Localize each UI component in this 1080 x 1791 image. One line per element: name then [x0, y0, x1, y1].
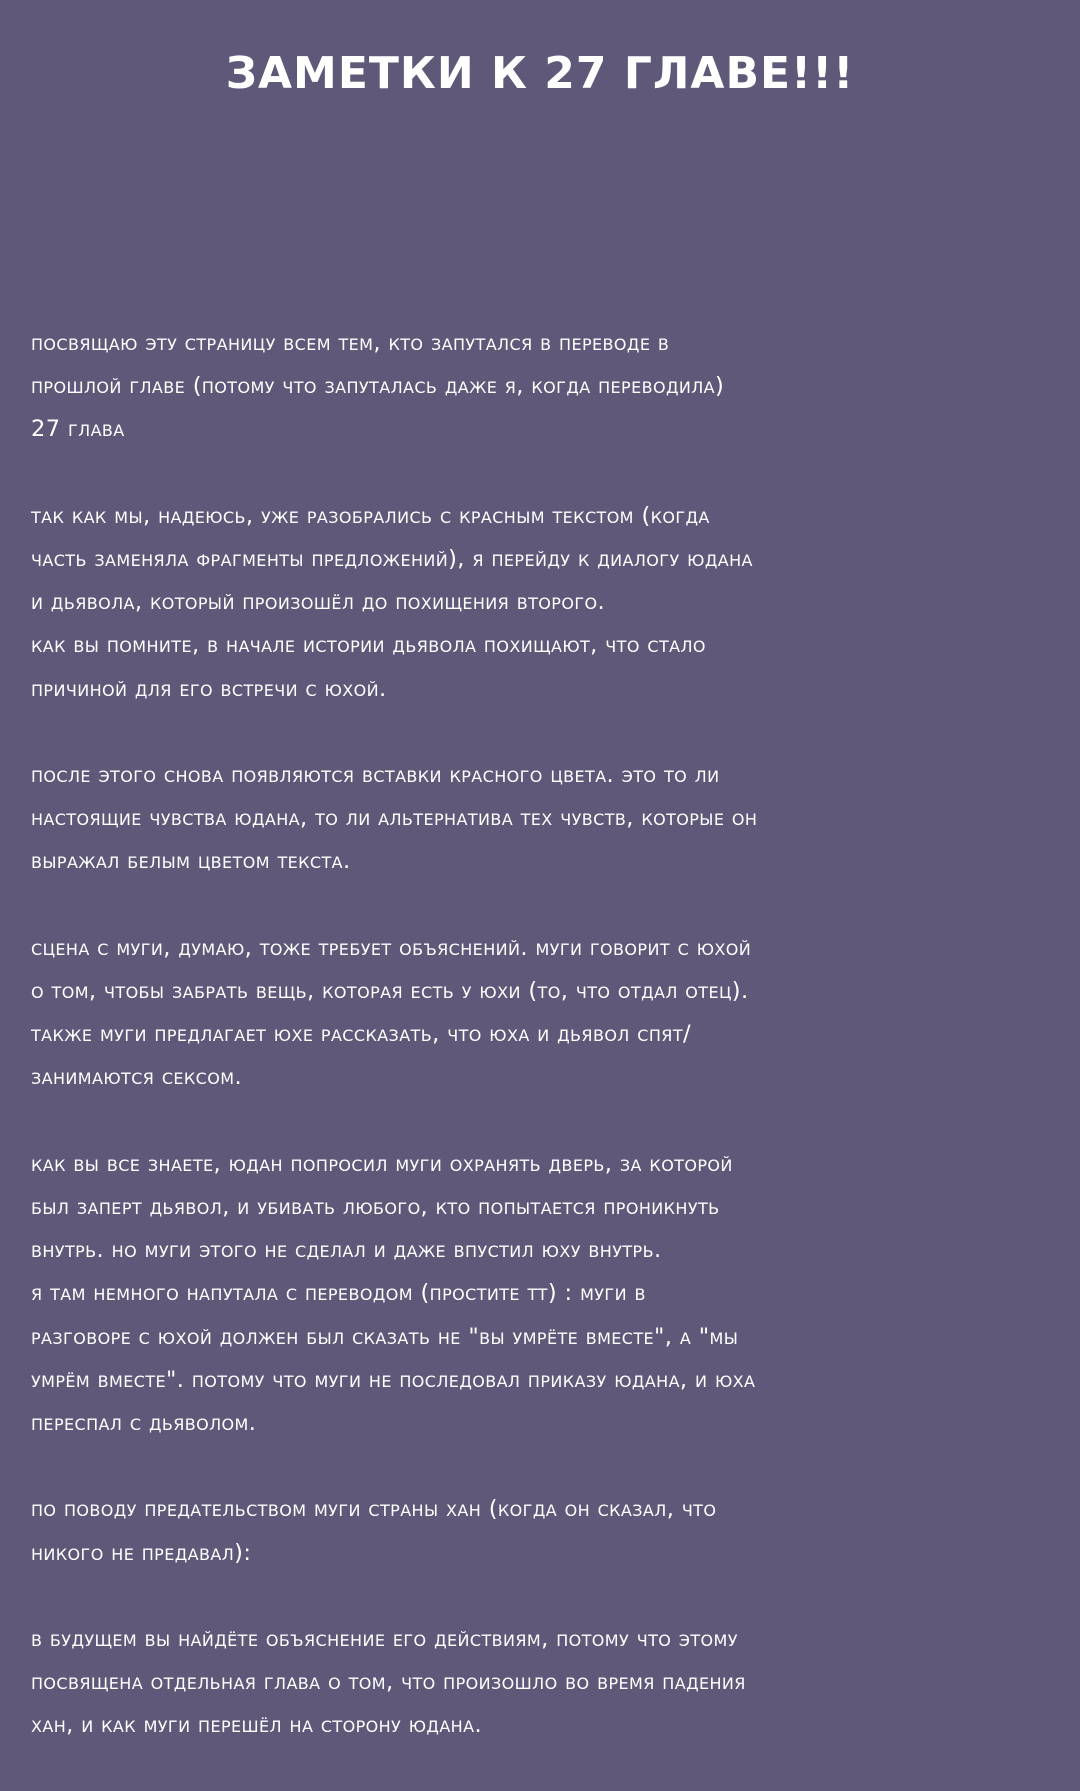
text-line: настоящие чувства юдана, то ли альтернатива тех чувств, которые он: [31, 805, 758, 832]
text-line: хан, и как муги перешёл на сторону юдана.: [31, 1712, 483, 1739]
text-line: по поводу предательством муги страны хан (когда он сказал, что: [31, 1496, 717, 1523]
paragraph-inserts: [31, 754, 1054, 884]
paragraph-mugi-scene: [31, 927, 1054, 1100]
text-line: выражал белым цветом текста.: [31, 848, 351, 875]
text-line: посвящаю эту страницу всем тем, кто запутался в переводе в: [31, 330, 670, 356]
text-line: я там немного напутала с переводом (простите тт) : муги в: [31, 1280, 646, 1307]
notes-body: [31, 322, 1054, 1791]
paragraph-dedication: [31, 322, 1054, 452]
text-line: сцена с муги, думаю, тоже требует объяснений. муги говорит с юхой: [31, 934, 752, 961]
text-line: так как мы, надеюсь, уже разобрались с красным текстом (когда: [31, 502, 710, 529]
text-line: причиной для его встречи с юхой.: [31, 675, 387, 702]
paragraph-red-text: [31, 495, 1054, 711]
text-line: посвящена отдельная глава о том, что произошло во время падения: [31, 1669, 746, 1696]
text-line: был заперт дьявол, и убивать любого, кто попытается проникнуть: [31, 1194, 720, 1220]
text-line: и дьявола, который произошёл до похищения второго.: [31, 589, 606, 616]
text-line: как вы все знаете, юдан попросил муги охранять дверь, за которой: [31, 1150, 733, 1177]
text-line: в будущем вы найдёте объяснение его действиям, потому что этому: [31, 1626, 738, 1652]
paragraph-betrayal: [31, 1488, 1054, 1574]
text-line: также муги предлагает юхе рассказать, что юха и дьявол спят/: [31, 1021, 691, 1048]
paragraph-future: [31, 1618, 1054, 1748]
text-line: прошлой главе (потому что запуталась даже я, когда переводила): [31, 373, 725, 400]
text-line: 27 глава: [31, 416, 125, 443]
text-line: о том, чтобы забрать вещь, которая есть у юхи (то, что отдал отец).: [31, 978, 749, 1004]
page-title: ЗАМЕТКИ К 27 ГЛАВЕ!!!: [225, 48, 855, 99]
text-line: никого не предавал):: [31, 1539, 252, 1566]
text-line: после этого снова появляются вставки красного цвета. это то ли: [31, 762, 720, 788]
text-line: разговоре с юхой должен был сказать не "вы умрёте вместе", а "мы: [31, 1323, 739, 1350]
text-line: переспал с дьяволом.: [31, 1410, 257, 1437]
paragraph-door-guard: [31, 1143, 1054, 1445]
text-line: занимаются сексом.: [31, 1064, 243, 1091]
text-line: как вы помните, в начале истории дьявола похищают, что стало: [31, 632, 706, 659]
text-line: внутрь. но муги этого не сделал и даже впустил юху внутрь.: [31, 1237, 662, 1264]
text-line: часть заменяла фрагменты предложений), я перейду к диалогу юдана: [31, 546, 753, 572]
text-line: умрём вместе". потому что муги не последовал приказу юдана, и юха: [31, 1366, 756, 1393]
